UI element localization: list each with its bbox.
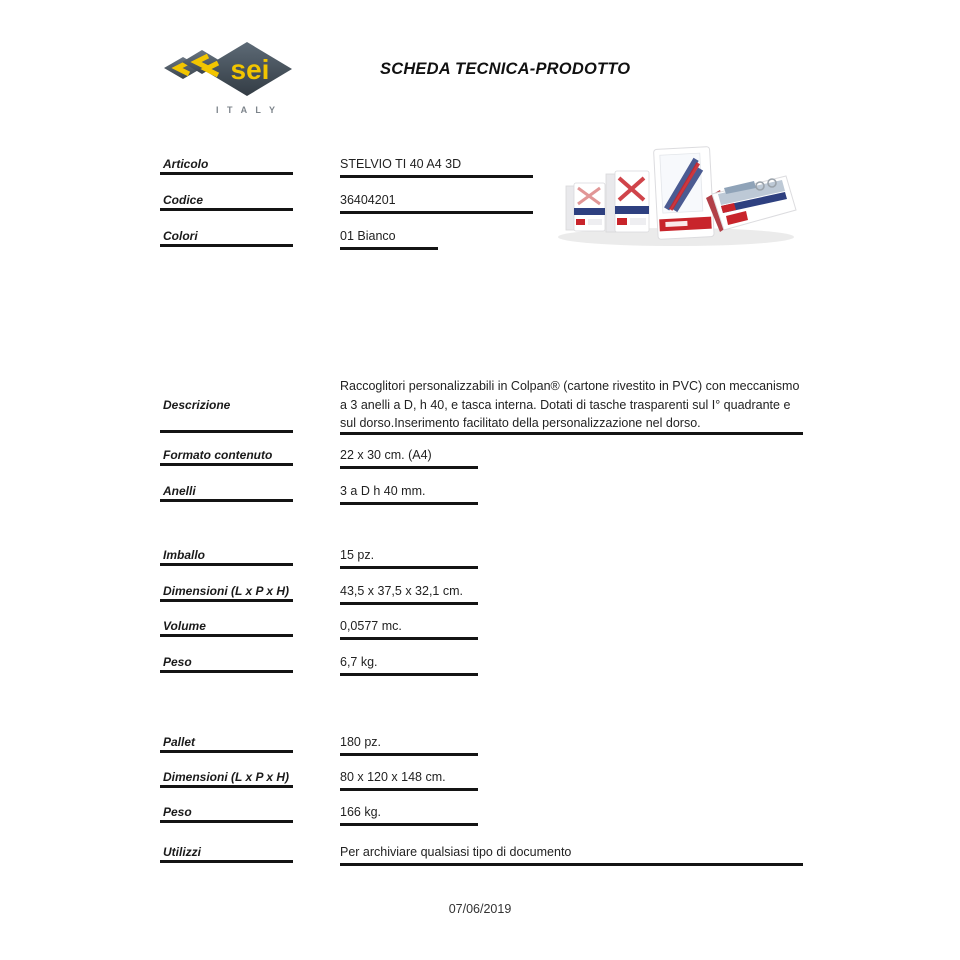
field-label: Codice [160,193,293,211]
field-label: Imballo [160,548,293,566]
field-value: STELVIO TI 40 A4 3D [340,157,533,178]
page-title: SCHEDA TECNICA-PRODOTTO [380,60,631,78]
field-value: 0,0577 mc. [340,619,478,640]
product-binders-photo [554,136,798,250]
field-label: Peso [160,805,293,823]
field-value: 36404201 [340,193,533,214]
field-label: Peso [160,655,293,673]
field-label: Articolo [160,157,293,175]
field-label: Dimensioni (L x P x H) [160,770,293,788]
field-value: 166 kg. [340,805,478,826]
field-value: 22 x 30 cm. (A4) [340,448,478,469]
field-value: 01 Bianco [340,229,438,250]
logo-country-text: I T A L Y [215,105,279,115]
field-value: 6,7 kg. [340,655,478,676]
label-underline [160,430,293,433]
field-label: Anelli [160,484,293,502]
binder-large-icon [654,147,715,240]
field-label: Colori [160,229,293,247]
field-value: 80 x 120 x 148 cm. [340,770,478,791]
binder-flat-icon [706,176,796,232]
field-label: Volume [160,619,293,637]
sei-logo [158,38,292,118]
value-underline [340,432,803,435]
field-label: Descrizione [163,398,231,412]
field-label: Utilizzi [160,845,293,863]
document-date: 07/06/2019 [448,902,512,916]
logo-big-diamond-icon [202,42,292,96]
field-label: Dimensioni (L x P x H) [160,584,293,602]
field-value: 15 pz. [340,548,478,569]
field-value: Per archiviare qualsiasi tipo di documento [340,845,803,866]
field-label: Formato contenuto [160,448,293,466]
logo-brand-text: sei [230,54,270,85]
field-label: Pallet [160,735,293,753]
field-value: 43,5 x 37,5 x 32,1 cm. [340,584,478,605]
binder-medium-icon [606,171,649,232]
field-value: 180 pz. [340,735,478,756]
field-value: 3 a D h 40 mm. [340,484,478,505]
binder-small-icon [566,183,605,231]
field-value: Raccoglitori personalizzabili in Colpan® (cartone rivestito in PVC) con meccanismo a 3 anelli a D, h 40, e tasca interna. Dotati di tasche trasparenti sul I° quadrante e sul dorso.Inserimento facilitato della personalizzazione nel dorso. [340,379,800,430]
